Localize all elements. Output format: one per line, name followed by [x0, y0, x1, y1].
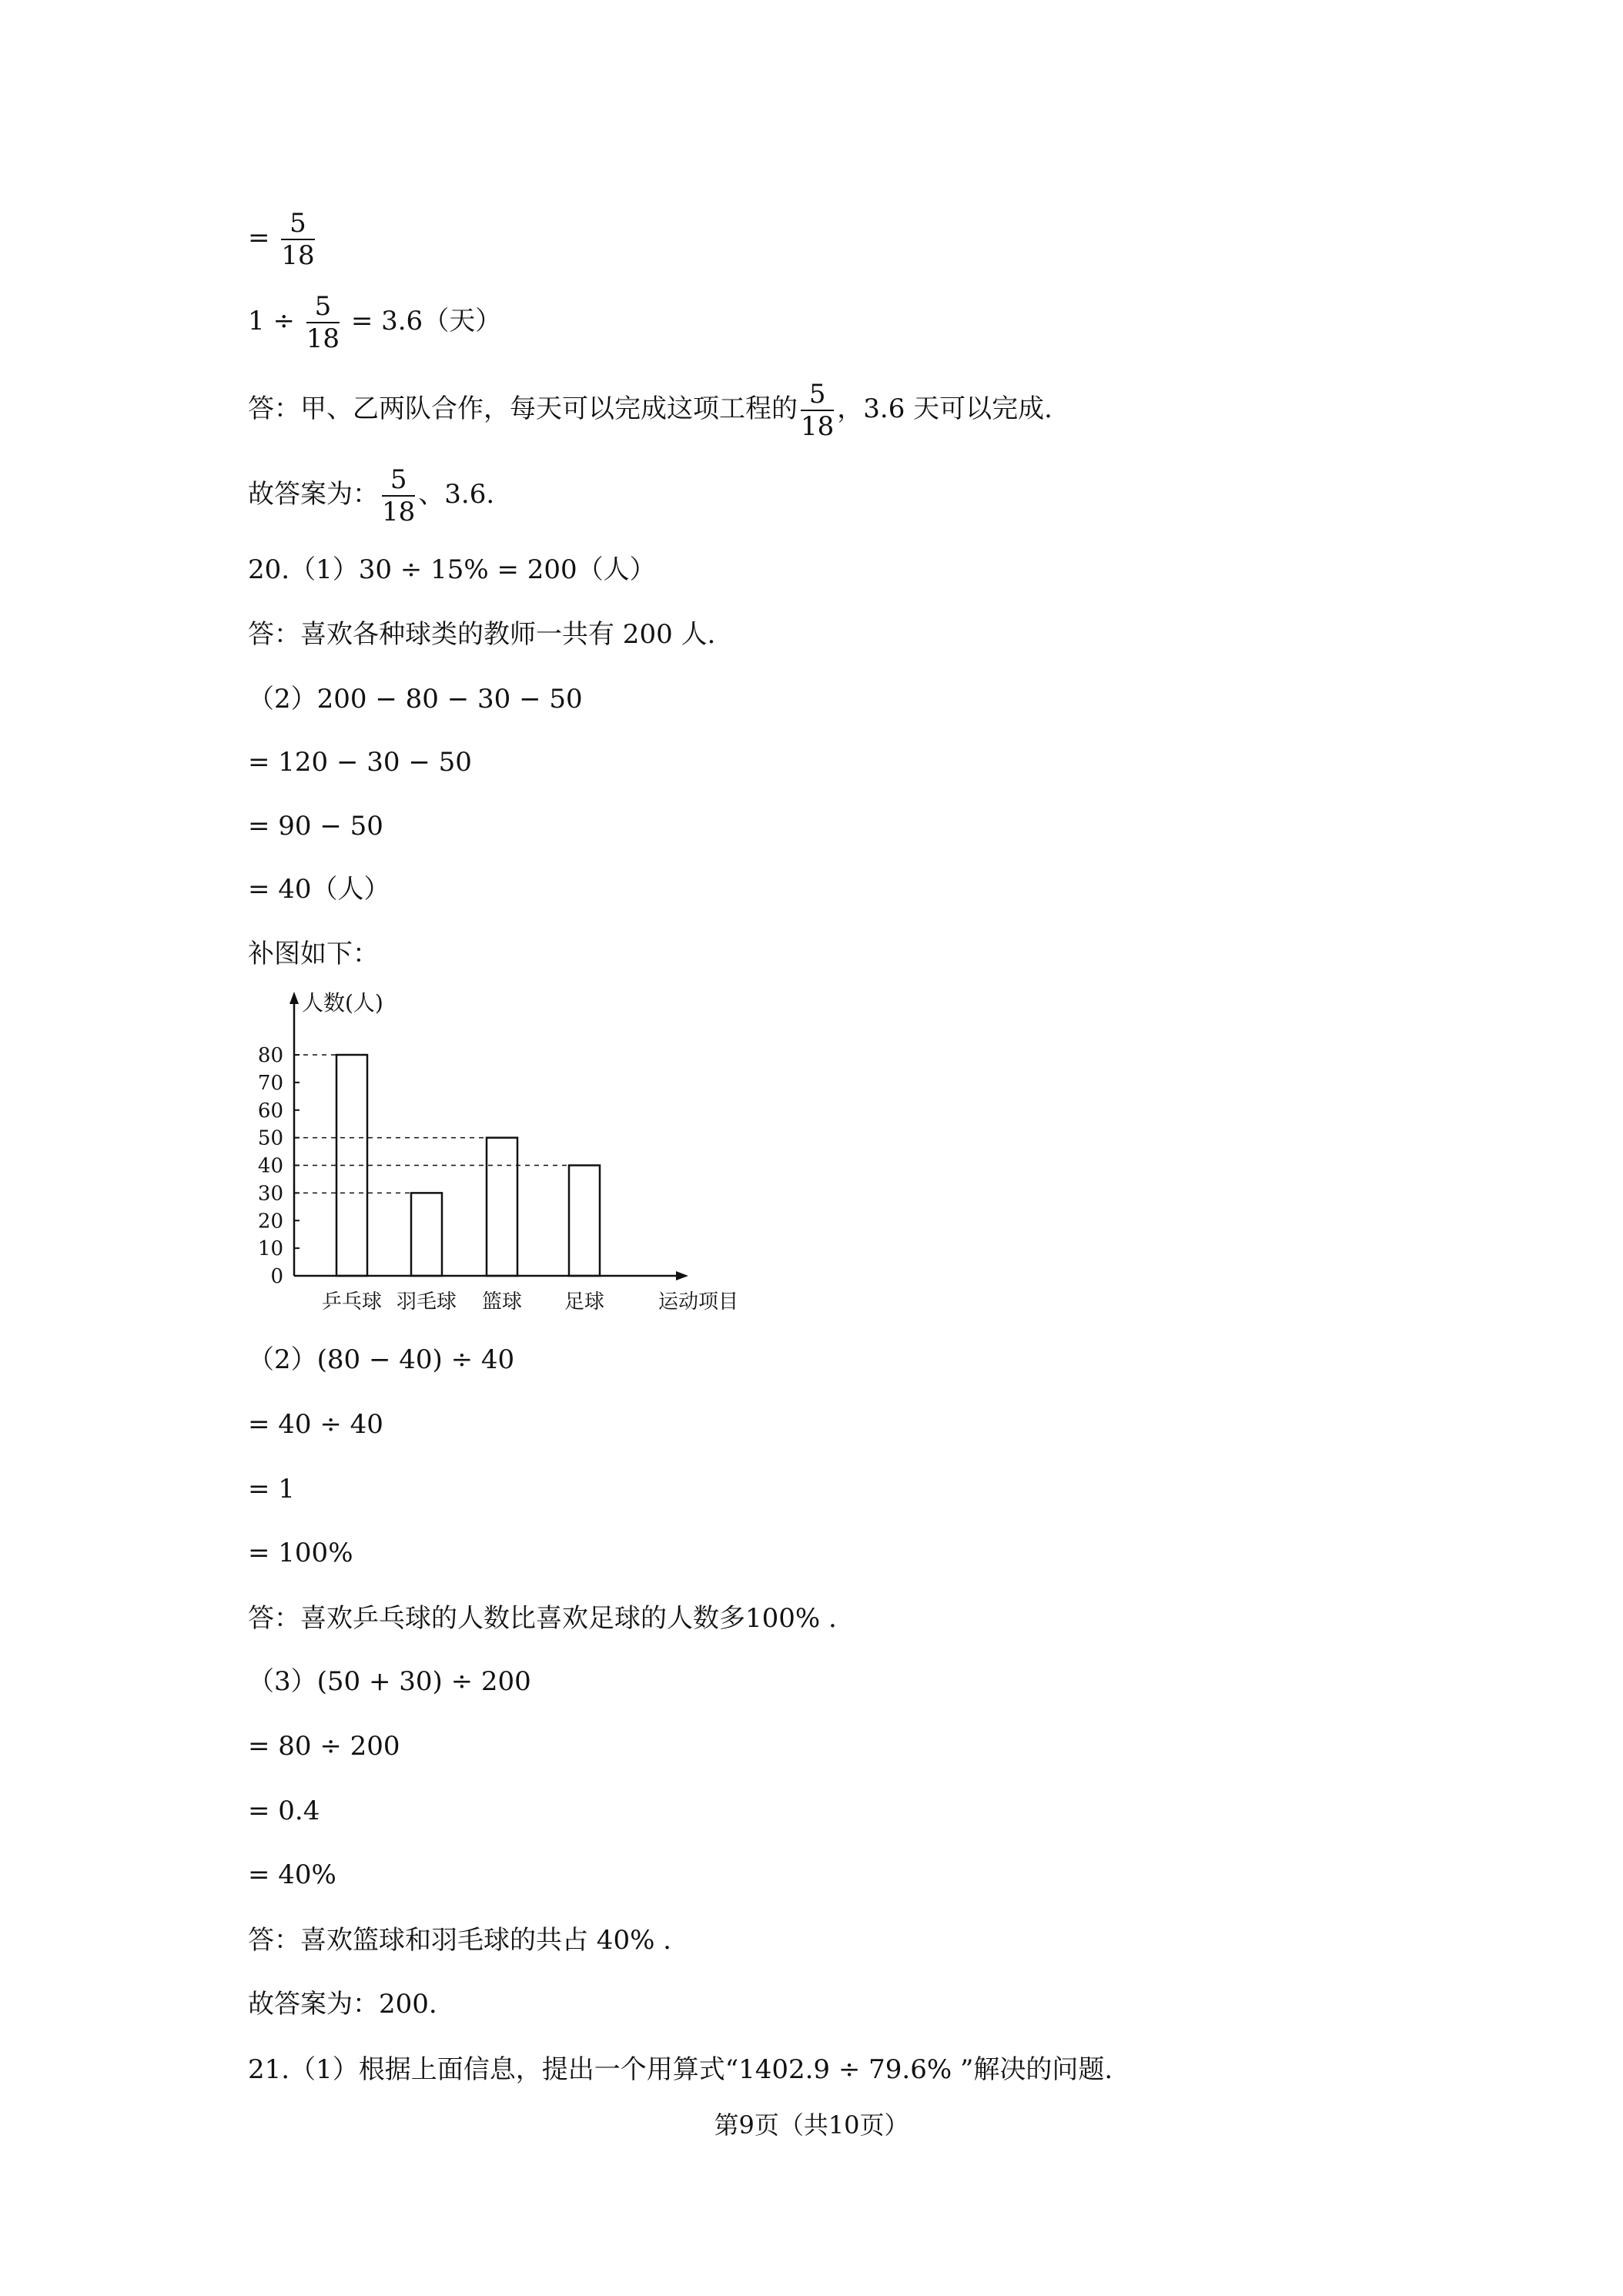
y-axis-arrow	[289, 992, 299, 1004]
answer-line-4: 答：喜欢篮球和羽毛球的共占 40% .	[248, 1925, 671, 1956]
y-tick-label: 60	[257, 1099, 283, 1123]
y-tick-label: 20	[257, 1210, 283, 1233]
bar-chart	[248, 986, 741, 1317]
y-tick-label: 0	[270, 1265, 283, 1288]
step-line: = 40%	[248, 1859, 336, 1890]
step-line: = 40（人）	[248, 874, 390, 905]
bar-2	[411, 1193, 442, 1276]
equals-sign: =	[248, 223, 270, 253]
fraction	[306, 291, 340, 354]
text-segment: ，3.6 天可以完成.	[837, 393, 1052, 424]
answer-line-3: 答：喜欢乒乓球的人数比喜欢足球的人数多100% .	[248, 1603, 837, 1634]
chart-labels	[258, 990, 738, 1314]
y-tick-label: 30	[257, 1182, 283, 1206]
answer-line-1	[248, 379, 1052, 442]
y-tick-label: 70	[257, 1071, 283, 1095]
final-answer-line-2: 故答案为：200.	[248, 1989, 437, 2020]
x-axis-arrow	[676, 1271, 688, 1280]
fraction	[281, 208, 314, 271]
problem-20-part-2b: （2）(80 − 40) ÷ 40	[248, 1344, 515, 1375]
y-tick-label: 50	[257, 1126, 283, 1150]
bar-3	[487, 1138, 517, 1276]
step-line: = 100%	[248, 1538, 353, 1568]
y-tick-label: 80	[257, 1044, 283, 1067]
fraction-denominator: 18	[306, 323, 340, 354]
x-category-label: 乒乓球	[321, 1290, 383, 1314]
step-line: = 90 − 50	[248, 811, 383, 842]
answer-line-2: 答：喜欢各种球类的教师一共有 200 人.	[248, 619, 716, 650]
text-segment: 故答案为：	[248, 479, 379, 510]
bar-4	[569, 1166, 600, 1277]
y-tick-label: 10	[257, 1237, 283, 1261]
x-category-label: 足球	[564, 1290, 605, 1314]
text-segment: 、3.6.	[418, 479, 495, 510]
problem-20-part-2: （2）200 − 80 − 30 − 50	[248, 684, 583, 715]
step-line: = 80 ÷ 200	[248, 1731, 400, 1762]
fraction-denominator: 18	[281, 240, 315, 271]
fraction-numerator: 5	[382, 464, 415, 497]
text-segment: 答：甲、乙两队合作，每天可以完成这项工程的	[248, 393, 798, 424]
fraction	[801, 379, 834, 442]
problem-20-part-1: 20.（1）30 ÷ 15% = 200（人）	[248, 554, 656, 585]
x-category-label: 羽毛球	[396, 1290, 457, 1314]
fraction-numerator: 5	[801, 379, 834, 411]
step-line: = 120 − 30 − 50	[248, 747, 472, 778]
step-line-1	[248, 208, 318, 271]
y-tick-label: 40	[257, 1154, 283, 1178]
chart-intro: 补图如下：	[248, 939, 379, 969]
fraction-numerator: 5	[306, 291, 340, 323]
step-line: = 40 ÷ 40	[248, 1409, 383, 1440]
chart-bars	[336, 1055, 600, 1276]
text-segment: 1 ÷	[248, 306, 303, 336]
fraction-numerator: 5	[281, 208, 314, 240]
step-line: = 0.4	[248, 1796, 320, 1826]
chart-reference-lines	[294, 1055, 569, 1193]
step-line-2	[248, 291, 501, 354]
text-segment: = 3.6（天）	[343, 306, 502, 336]
x-category-label: 篮球	[481, 1290, 523, 1314]
page-footer: 第9页（共10页）	[714, 2110, 909, 2140]
fraction-denominator: 18	[801, 411, 835, 442]
chart-axes	[289, 992, 688, 1280]
fraction-denominator: 18	[382, 497, 416, 527]
final-answer-line-1	[248, 464, 494, 527]
problem-21-part-1: 21.（1）根据上面信息，提出一个用算式“1402.9 ÷ 79.6% ”解决的问题.	[248, 2054, 1113, 2085]
y-axis-label: 人数(人)	[302, 990, 383, 1016]
problem-20-part-3: （3）(50 + 30) ÷ 200	[248, 1666, 531, 1697]
step-line: = 1	[248, 1474, 295, 1504]
fraction	[382, 464, 415, 527]
x-axis-label: 运动项目	[658, 1290, 739, 1314]
